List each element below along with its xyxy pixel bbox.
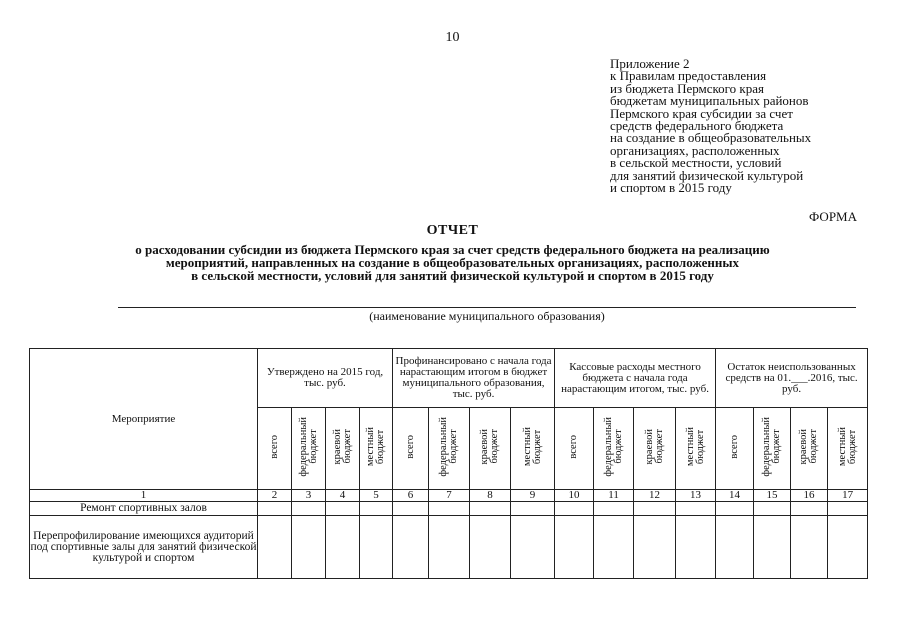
subheader-regional: краевой бюджет [791,408,828,490]
column-number: 4 [326,490,360,502]
column-number: 5 [360,490,393,502]
report-subtitle [0,243,905,282]
data-cell[interactable] [429,502,470,516]
subheader-local: местный бюджет [511,408,555,490]
subtitle-line: в сельской местности, условий для занятий физической культурой и спортом в 2015 году [191,268,714,283]
column-number: 3 [292,490,326,502]
data-cell[interactable] [754,516,791,579]
column-number: 9 [511,490,555,502]
header-measure: Мероприятие [30,349,258,490]
data-cell[interactable] [716,516,754,579]
appendix-line: для занятий физической культурой [610,167,804,183]
municipality-name-line[interactable] [118,307,856,308]
subheader-local: местный бюджет [360,408,393,490]
table-row [30,502,868,516]
subheader-total: всего [716,408,754,490]
data-cell[interactable] [676,516,716,579]
data-cell[interactable] [634,516,676,579]
municipality-name-caption: (наименование муниципального образования) [369,309,605,323]
appendix-line: средств федерального бюджета [610,118,784,134]
data-cell[interactable] [634,502,676,516]
appendix-note [610,58,811,194]
column-number: 14 [716,490,754,502]
subheader-total: всего [555,408,594,490]
data-cell[interactable] [511,516,555,579]
data-cell[interactable] [716,502,754,516]
appendix-line: к Правилам предоставления [610,68,767,84]
subtitle-line: о расходовании субсидии из бюджета Пермского края за счет средств федерального бюджета на реализацию [135,242,770,257]
subheader-regional: краевой бюджет [470,408,511,490]
data-cell[interactable] [470,502,511,516]
data-cell[interactable] [791,516,828,579]
column-number: 2 [258,490,292,502]
page-number: 10 [445,30,460,45]
column-number: 8 [470,490,511,502]
header-group-cash-expenses: Кассовые расходы местного бюджета с начала года нарастающим итогом, тыс. руб. [555,349,716,408]
header-group-financed: Профинансировано с начала года нарастающим итогом в бюджет муниципального образования, тыс. руб. [393,349,555,408]
data-cell[interactable] [754,502,791,516]
data-cell[interactable] [429,516,470,579]
subheader-federal: федеральный бюджет [292,408,326,490]
data-cell[interactable] [594,502,634,516]
subheader-regional: краевой бюджет [634,408,676,490]
data-cell[interactable] [360,516,393,579]
report-title: ОТЧЕТ [426,223,479,238]
subtitle-line: мероприятий, направленных на создание в общеобразовательных организациях, расположенных [165,255,740,270]
data-cell[interactable] [360,502,393,516]
subheader-federal: федеральный бюджет [594,408,634,490]
appendix-line: из бюджета Пермского края [610,80,765,96]
subheader-regional: краевой бюджет [326,408,360,490]
data-cell[interactable] [511,502,555,516]
column-number: 17 [828,490,868,502]
data-cell[interactable] [393,516,429,579]
subheader-federal: федеральный бюджет [754,408,791,490]
data-cell[interactable] [555,502,594,516]
subheader-local: местный бюджет [828,408,868,490]
data-cell[interactable] [393,502,429,516]
data-cell[interactable] [828,516,868,579]
column-number: 11 [594,490,634,502]
data-cell[interactable] [292,516,326,579]
data-cell[interactable] [258,502,292,516]
subheader-local: местный бюджет [676,408,716,490]
row-label-gym-repair: Ремонт спортивных залов [30,502,258,516]
subheader-total: всего [258,408,292,490]
column-number: 6 [393,490,429,502]
appendix-line: организациях, расположенных [610,142,780,158]
column-number: 7 [429,490,470,502]
column-number: 16 [791,490,828,502]
data-cell[interactable] [828,502,868,516]
appendix-line: Приложение 2 [610,56,690,71]
data-cell[interactable] [791,502,828,516]
header-group-approved: Утверждено на 2015 год, тыс. руб. [258,349,393,408]
appendix-line: в сельской местности, условий [610,155,782,171]
column-number: 10 [555,490,594,502]
data-cell[interactable] [326,516,360,579]
data-cell[interactable] [676,502,716,516]
report-table [29,348,868,579]
data-cell[interactable] [555,516,594,579]
data-cell[interactable] [470,516,511,579]
row-label-classroom-conversion: Перепрофилирование имеющихся аудиторий под спортивные залы для занятий физической культурой и спортом [30,516,258,579]
column-number: 1 [30,490,258,502]
column-number-row [30,490,868,502]
subheader-total: всего [393,408,429,490]
data-cell[interactable] [258,516,292,579]
subheader-federal: федеральный бюджет [429,408,470,490]
data-cell[interactable] [326,502,360,516]
appendix-line: Пермского края субсидии за счет [610,105,793,121]
data-cell[interactable] [594,516,634,579]
header-group-remaining: Остаток неиспользованных средств на 01.___.2016, тыс. руб. [716,349,868,408]
appendix-line: на создание в общеобразовательных [610,130,812,146]
appendix-line: бюджетам муниципальных районов [610,93,809,109]
column-number: 15 [754,490,791,502]
column-number: 13 [676,490,716,502]
appendix-line: и спортом в 2015 году [610,180,732,196]
data-cell[interactable] [292,502,326,516]
form-label: ФОРМА [809,209,857,224]
column-number: 12 [634,490,676,502]
table-row [30,516,868,579]
